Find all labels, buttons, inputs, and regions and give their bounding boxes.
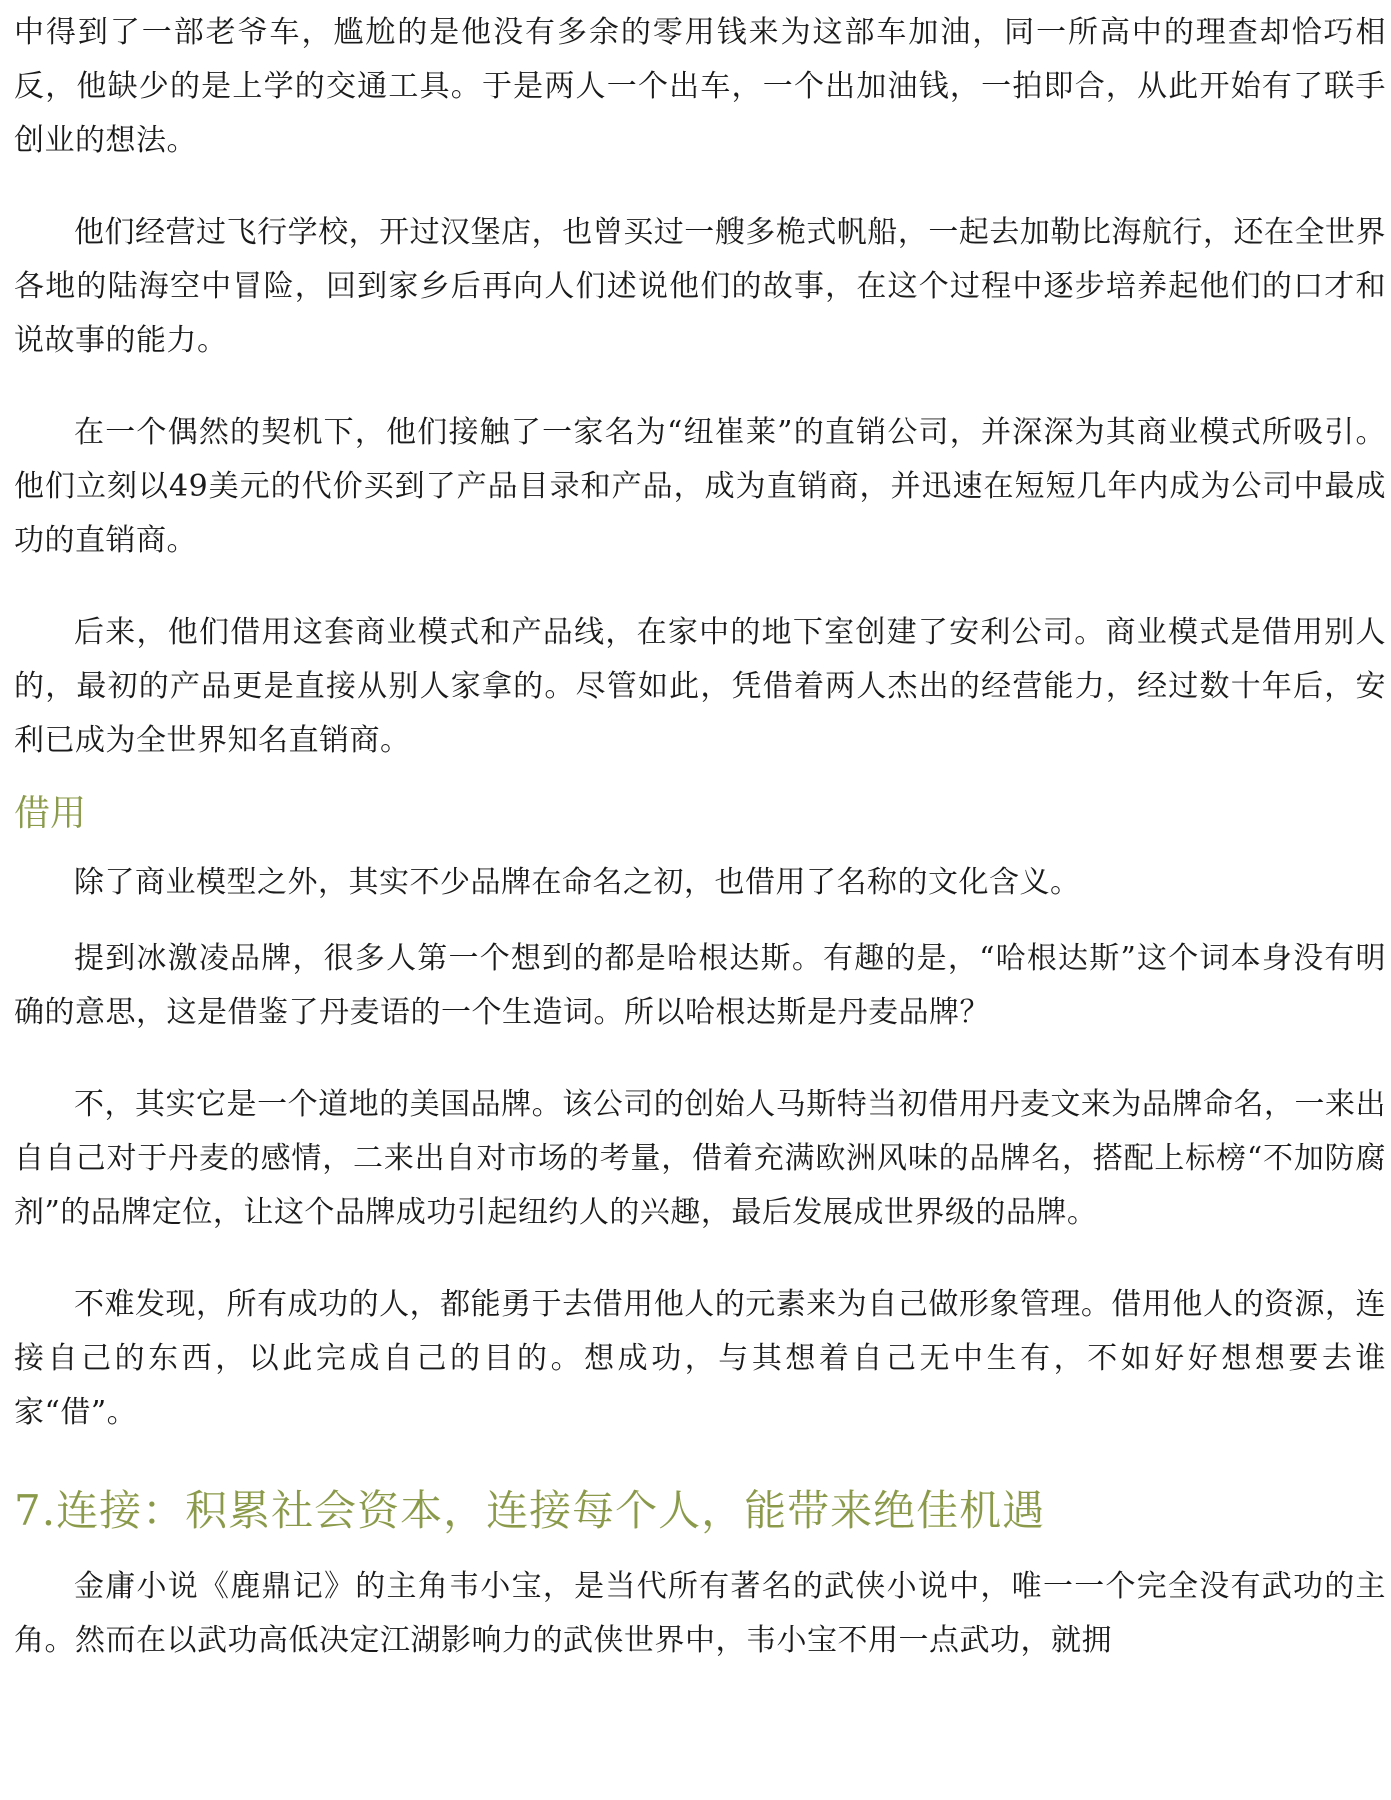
paragraph-borrowing-conclusion: 不难发现，所有成功的人，都能勇于去借用他人的元素来为自己做形象管理。借用他人的资源，连接自己的东西，以此完成自己的目的。想成功，与其想着自己无中生有，不如好好想想要去谁家“借”。	[14, 1287, 1386, 1430]
document-page	[14, 6, 1386, 1706]
paragraph-haagen-dazs: 提到冰激凌品牌，很多人第一个想到的都是哈根达斯。有趣的是，“哈根达斯”这个词本身没有明确的意思，这是借鉴了丹麦语的一个生造词。所以哈根达斯是丹麦品牌？	[14, 941, 1386, 1030]
paragraph-naming-intro: 除了商业模型之外，其实不少品牌在命名之初，也借用了名称的文化含义。	[74, 865, 1081, 900]
paragraph-continued: 中得到了一部老爷车，尴尬的是他没有多余的零用钱来为这部车加油，同一所高中的理查却恰巧相反，他缺少的是上学的交通工具。于是两人一个出车，一个出加油钱，一拍即合，从此开始有了联手创业的想法。	[14, 15, 1386, 158]
paragraph-ventures: 他们经营过飞行学校，开过汉堡店，也曾买过一艘多桅式帆船，一起去加勒比海航行，还在全世界各地的陆海空中冒险，回到家乡后再向人们述说他们的故事，在这个过程中逐步培养起他们的口才和说故事的能力。	[14, 215, 1386, 358]
chapter-heading: 7.连接：积累社会资本，连接每个人，能带来绝佳机遇	[14, 1486, 1046, 1535]
section-subheading: 借用	[14, 793, 87, 834]
paragraph-wei-xiaobao: 金庸小说《鹿鼎记》的主角韦小宝，是当代所有著名的武侠小说中，唯一一个完全没有武功的主角。然而在以武功高低决定江湖影响力的武侠世界中，韦小宝不用一点武功，就拥	[14, 1569, 1386, 1658]
paragraph-nutrilite: 在一个偶然的契机下，他们接触了一家名为“纽崔莱”的直销公司，并深深为其商业模式所吸引。他们立刻以49美元的代价买到了产品目录和产品，成为直销商，并迅速在短短几年内成为公司中最成功的直销商。	[14, 415, 1386, 558]
paragraph-amway-founding: 后来，他们借用这套商业模式和产品线，在家中的地下室创建了安利公司。商业模式是借用别人的，最初的产品更是直接从别人家拿的。尽管如此，凭借着两人杰出的经营能力，经过数十年后，安利已成为全世界知名直销商。	[14, 615, 1386, 758]
paragraph-american-brand: 不，其实它是一个道地的美国品牌。该公司的创始人马斯特当初借用丹麦文来为品牌命名，一来出自自己对于丹麦的感情，二来出自对市场的考量，借着充满欧洲风味的品牌名，搭配上标榜“不加防腐剂”的品牌定位，让这个品牌成功引起纽约人的兴趣，最后发展成世界级的品牌。	[14, 1087, 1386, 1230]
